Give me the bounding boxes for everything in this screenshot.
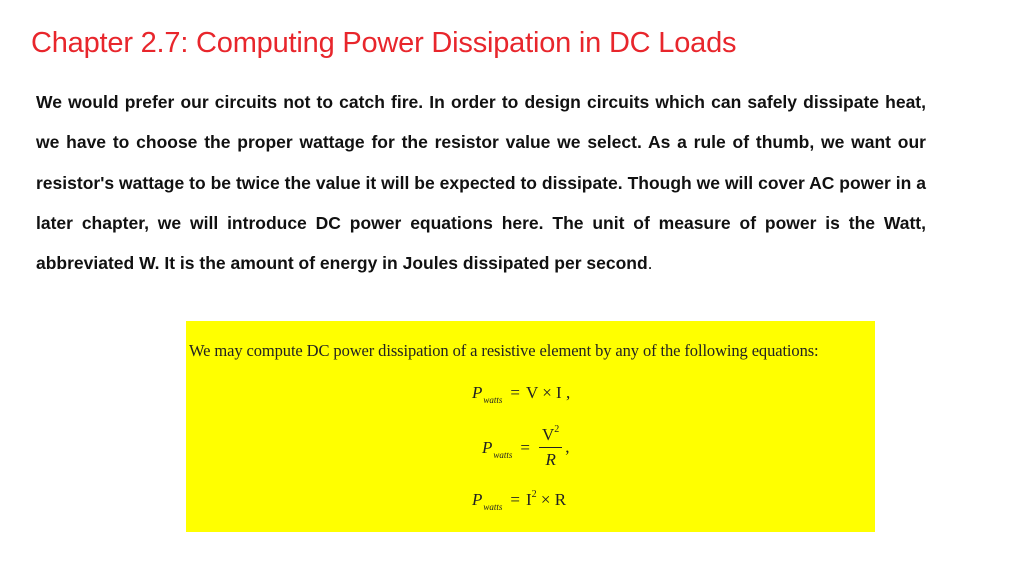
eq3-exponent: 2	[531, 489, 537, 500]
equation-power-v2r	[482, 425, 570, 470]
eq3-rhs-tail: × R	[536, 490, 567, 509]
slide-title: Chapter 2.7: Computing Power Dissipation in DC Loads	[31, 27, 737, 59]
eq3-subscript: watts	[483, 502, 503, 512]
eq1-equals: =	[510, 383, 520, 402]
eq1-rhs: V × I ,	[526, 383, 571, 402]
equation-power-i2r	[472, 490, 566, 510]
equation-power-vi	[472, 383, 570, 403]
eq2-fraction	[539, 425, 562, 470]
eq2-tail: ,	[565, 437, 570, 457]
body-paragraph-end: .	[647, 253, 653, 274]
eq1-symbol: P	[472, 383, 483, 402]
eq1-subscript: watts	[483, 395, 503, 405]
body-paragraph-text: We would prefer our circuits not to catch fire. In order to design circuits which can safely dissipate heat, we have to choose the proper wattage for the resistor value we select. As a rule of thumb, we want our resistor's wattage to be twice the value it will be expected to dissipate. Though we will cover AC power in a later chapter, we will introduce DC power equations here. The unit of measure of power is the Watt, abbreviated W. It is the amount of energy in Joules dissipated per second	[36, 92, 926, 274]
body-paragraph	[36, 82, 926, 283]
eq2-subscript: watts	[493, 449, 513, 460]
eq2-numerator-exponent: 2	[554, 424, 560, 435]
eq3-equals: =	[510, 490, 520, 509]
eq2-denominator: R	[545, 450, 556, 469]
eq2-numerator: V	[542, 425, 555, 444]
equation-intro: We may compute DC power dissipation of a resistive element by any of the following equations:	[189, 341, 819, 360]
eq2-symbol: P	[482, 437, 493, 457]
eq3-symbol: P	[472, 490, 483, 509]
eq3-rhs-base: I	[526, 490, 532, 509]
equation-box	[186, 321, 875, 532]
eq2-equals: =	[520, 437, 530, 457]
